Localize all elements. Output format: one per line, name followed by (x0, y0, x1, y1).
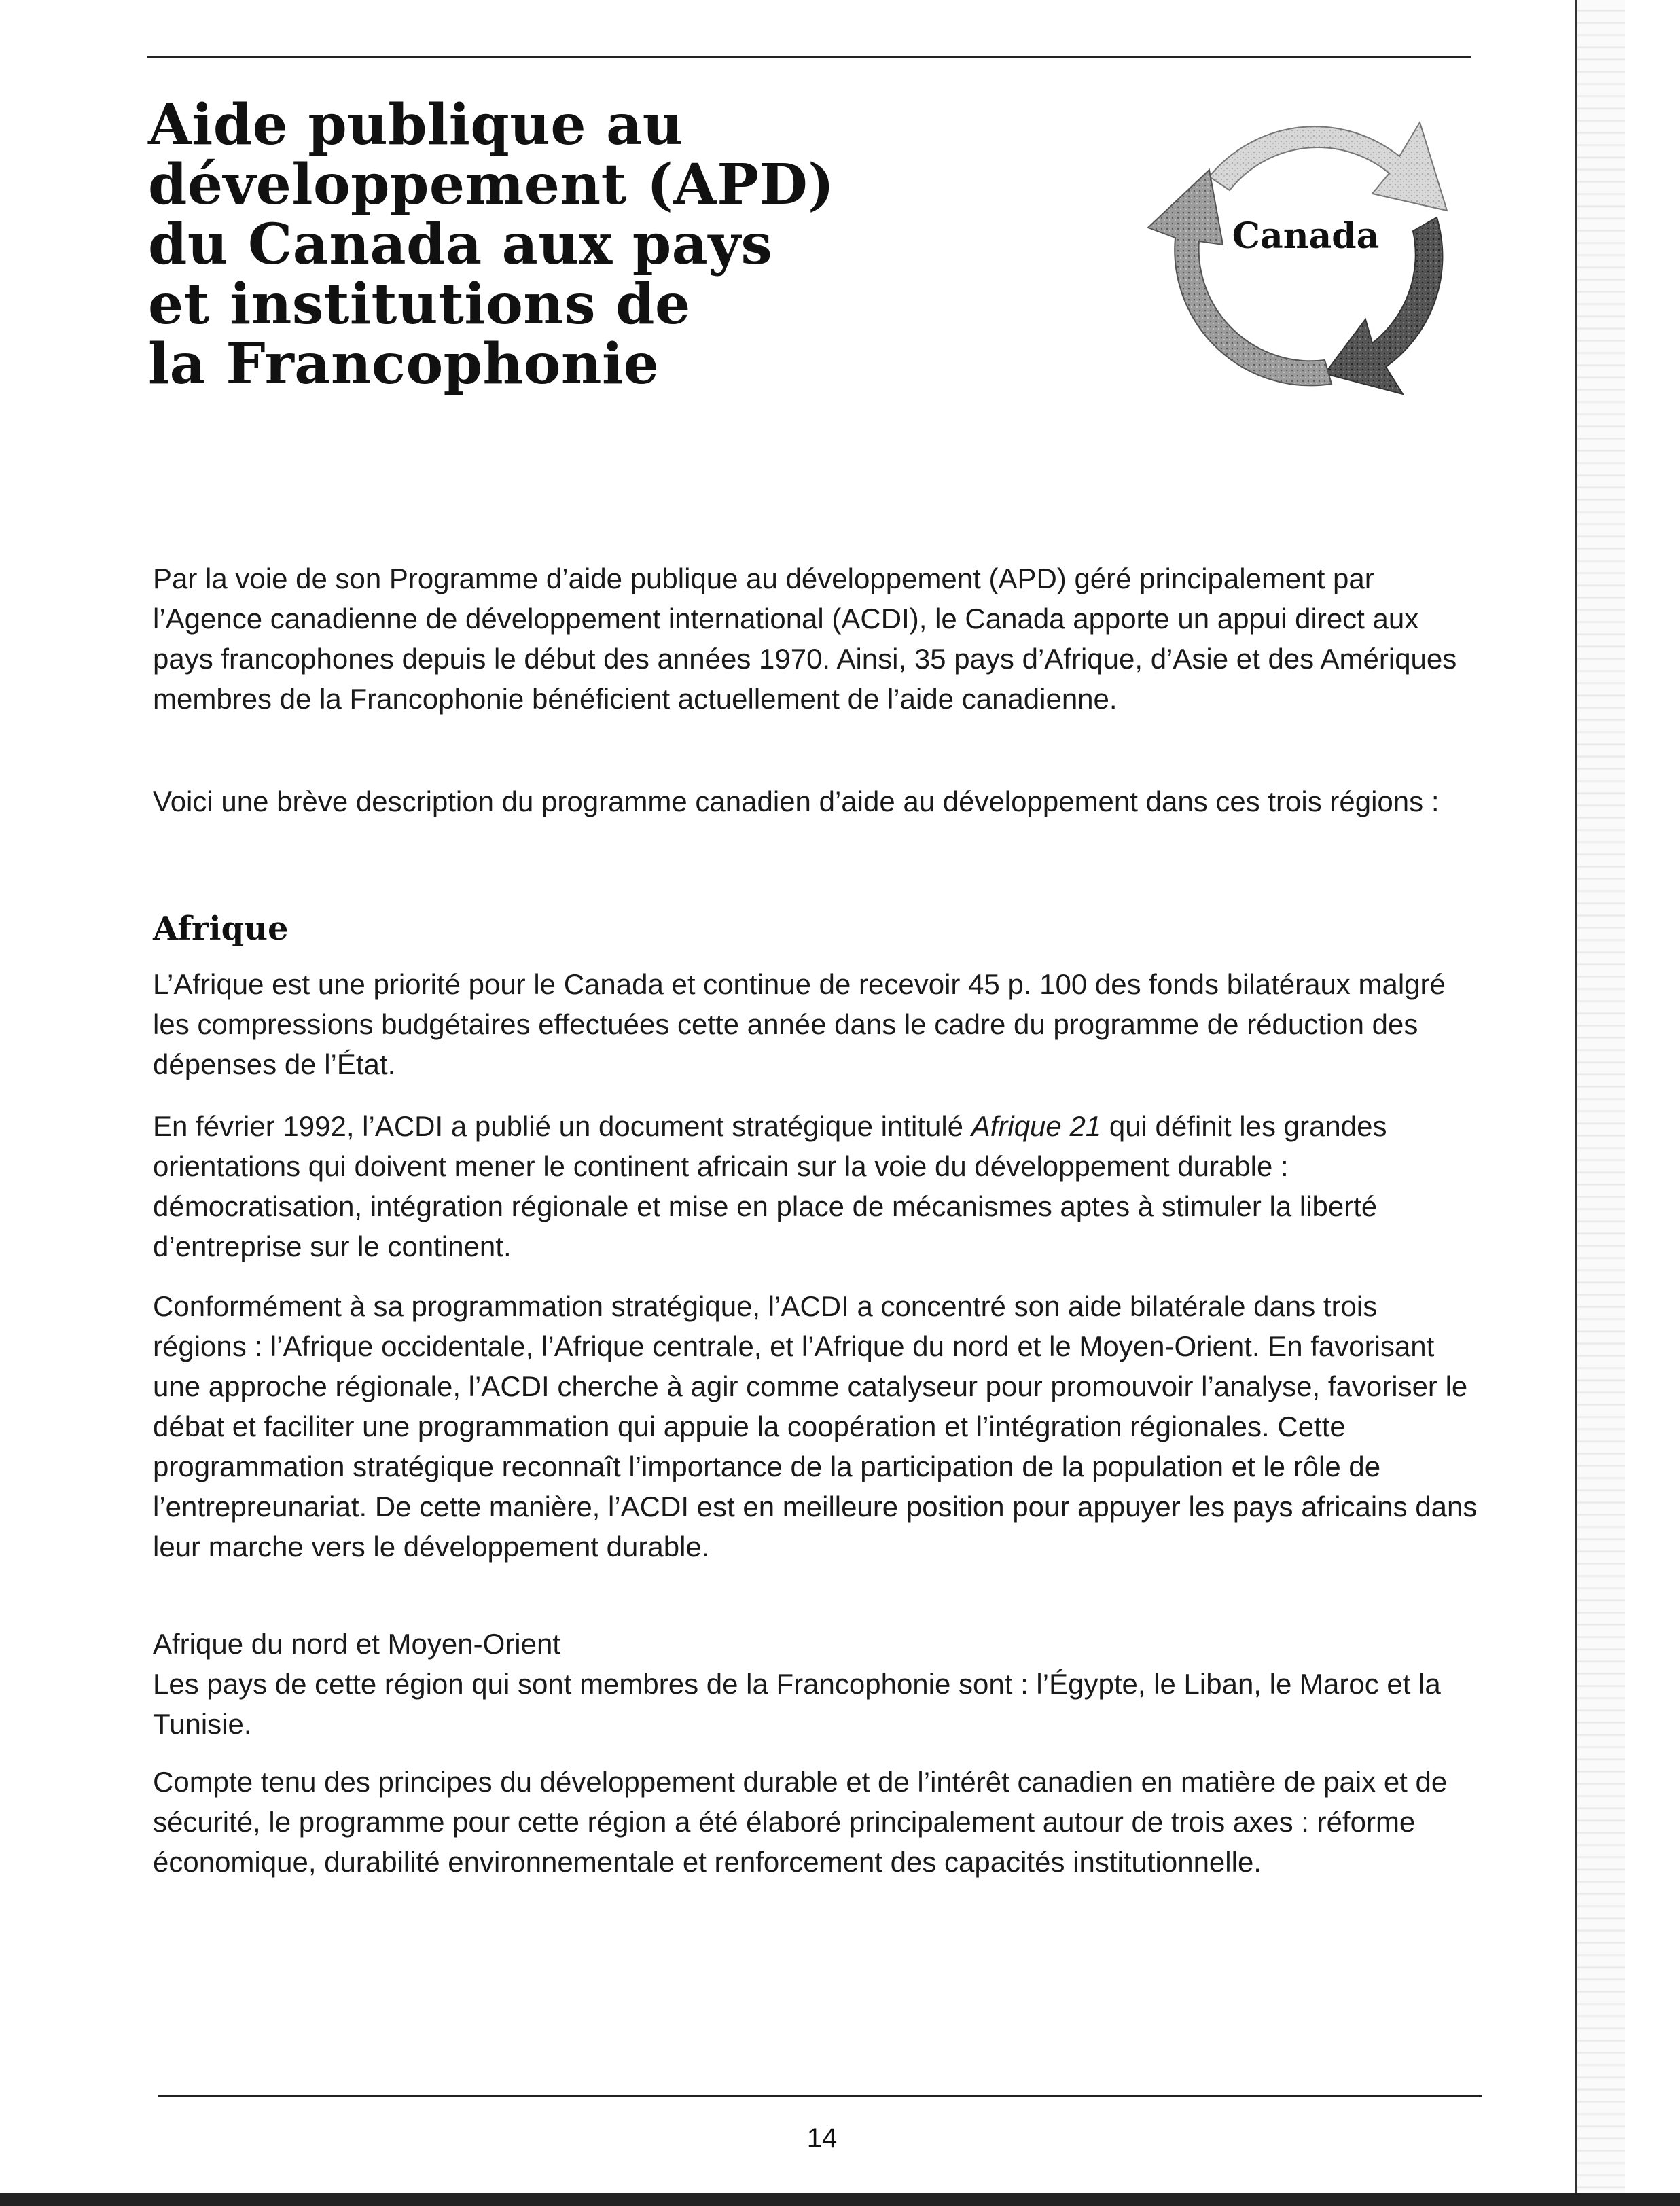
subsection-paragraph-2: Compte tenu des principes du développement durable et de l’intérêt canadien en matière de paix et de sécurité, le programme pour cette région a été élaboré principalement autour de trois axes : réforme économique, durabilité environnementale et renforcement des capacités institutionnelle. (153, 1766, 1448, 1878)
canada-cycle-logo (1128, 75, 1481, 414)
scan-bottom-edge (0, 2193, 1680, 2206)
cycle-arc-top (1209, 122, 1447, 211)
intro-paragraph: Par la voie de son Programme d’aide publique au développement (APD) géré principalement par l’Agence canadienne de développement international (ACDI), le Canada apporte un appui direct aux pays francophones depuis le début des années 1970. Ainsi, 35 pays d’Afrique, d’Asie et des Amériques membres de la Francophonie bénéficient actuellement de l’aide canadienne. (153, 563, 1457, 715)
afrique-paragraph-2 (153, 1106, 1478, 1266)
title-line: du Canada aux pays (148, 212, 773, 277)
subsection-heading: Afrique du nord et Moyen-Orient (153, 1628, 560, 1660)
title-line: et institutions de (148, 272, 691, 337)
title-line: Aide publique au (148, 92, 683, 158)
logo-label: Canada (1232, 215, 1380, 257)
cycle-arc-left (1148, 170, 1332, 385)
title-line: développement (APD) (148, 152, 835, 217)
subsection-paragraph-1: Les pays de cette région qui sont membres de la Francophonie sont : l’Égypte, le Liban, le Maroc et la Tunisie. (153, 1668, 1441, 1740)
afrique-21-title: Afrique 21 (971, 1110, 1102, 1142)
afrique-p2-text-start: En février 1992, l’ACDI a publié un document stratégique intitulé (153, 1110, 971, 1142)
bottom-rule (158, 2095, 1482, 2097)
page-number: 14 (806, 2123, 838, 2153)
intro-paragraph-2: Voici une brève description du programme canadien d’aide au développement dans ces trois régions : (153, 785, 1440, 817)
afrique-p2-text-end: qui définit les grandes orientations qui doivent mener le continent africain sur la voie du développement durable : démocratisation, intégration régionale et mise en place de mécanismes aptes à stimuler la liberté d’entreprise sur le continent. (153, 1110, 1387, 1262)
section-heading-afrique: Afrique (153, 910, 289, 948)
top-rule (147, 56, 1471, 58)
afrique-paragraph-3: Conformément à sa programmation stratégique, l’ACDI a concentré son aide bilatérale dans trois régions : l’Afrique occidentale, l’Afrique centrale, et l’Afrique du nord et le Moyen-Orient. En favorisant une approche régionale, l’ACDI cherche à agir comme catalyseur pour promouvoir l’analyse, favoriser le débat et faciliter une programmation qui appuie la coopération et l’intégration régionales. Cette programmation stratégique reconnaît l’importance de la participation de la population et le rôle de l’entrepreunariat. De cette manière, l’ACDI est en meilleure position pour appuyer les pays africains dans leur marche vers le développement durable. (153, 1290, 1478, 1563)
page-margin-right (1625, 0, 1680, 2206)
binding-edge (1575, 0, 1628, 2206)
subsection-block (153, 1624, 1478, 1744)
page-title (148, 92, 1031, 397)
title-line: la Francophonie (148, 332, 660, 397)
afrique-paragraph-1: L’Afrique est une priorité pour le Canada et continue de recevoir 45 p. 100 des fonds bilatéraux malgré les compressions budgétaires effectuées cette année dans le cadre du programme de réduction des dépenses de l’État. (153, 968, 1446, 1080)
